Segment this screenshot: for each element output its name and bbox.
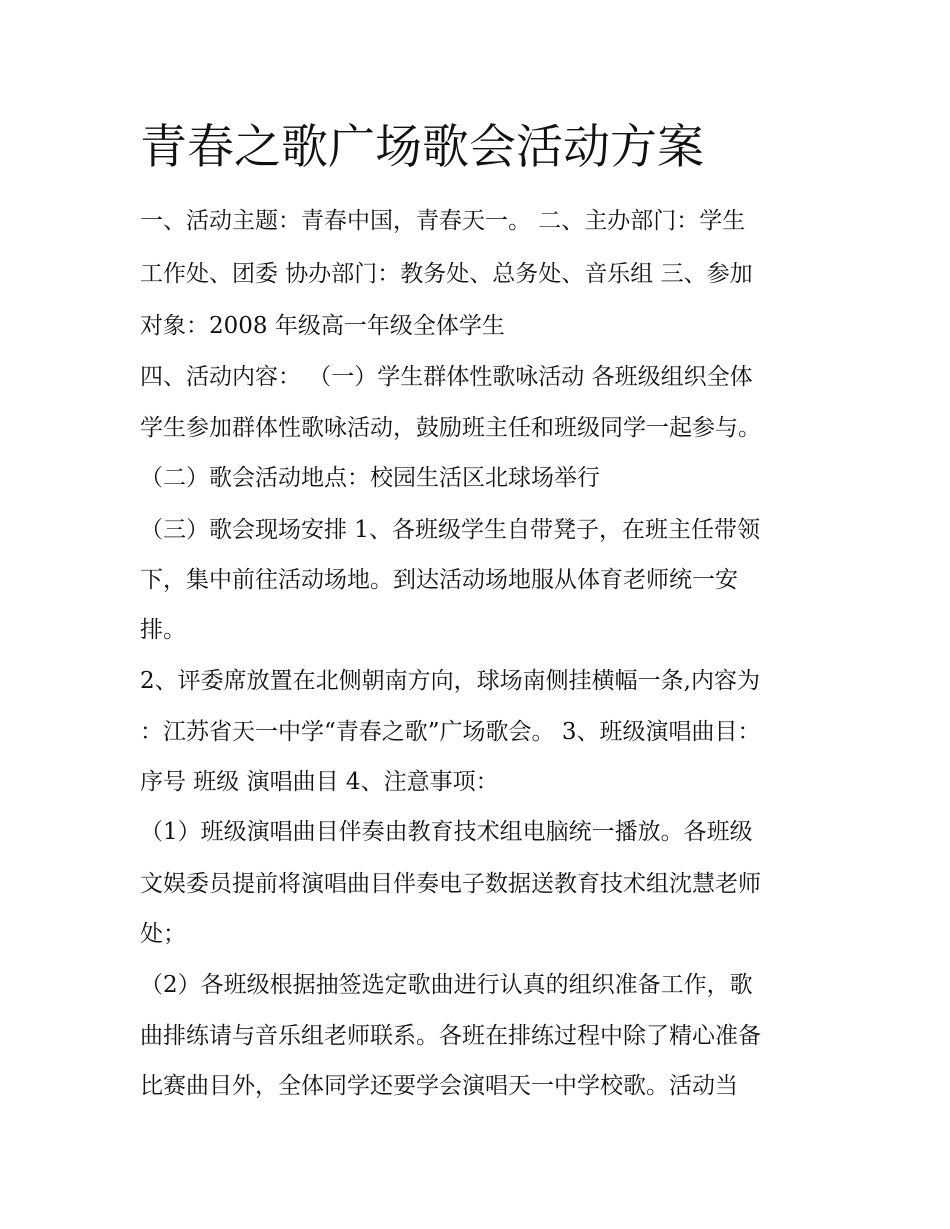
body-line: 文娱委员提前将演唱曲目伴奏电子数据送教育技术组沈慧老师	[140, 871, 761, 897]
body-line: 序号 班级 演唱曲目 4、注意事项：	[140, 769, 499, 795]
document-title: 青春之歌广场歌会活动方案	[140, 120, 704, 175]
body-line: 下，集中前往活动场地。到达活动场地服从体育老师统一安	[140, 567, 738, 593]
body-line: 2、评委席放置在北侧朝南方向，球场南侧挂横幅一条,内容为	[140, 668, 760, 694]
body-line: 一、活动主题：青春中国，青春天一。 二、主办部门：学生	[140, 208, 746, 234]
body-line: （1）班级演唱曲目伴奏由教育技术组电脑统一播放。各班级	[140, 819, 753, 845]
body-line: ：江苏省天一中学“青春之歌”广场歌会。 3、班级演唱曲目：	[140, 719, 761, 745]
body-line: 四、活动内容： （一）学生群体性歌咏活动 各班级组织全体	[140, 364, 753, 390]
body-line: （二）歌会活动地点：校园生活区北球场举行	[140, 465, 600, 491]
body-line: 排。	[140, 617, 186, 643]
body-line: 处；	[140, 921, 186, 947]
body-line: 学生参加群体性歌咏活动，鼓励班主任和班级同学一起参与。	[140, 415, 761, 441]
body-line: 对象：2008 年级高一年级全体学生	[140, 313, 505, 339]
body-line: （2）各班级根据抽签选定歌曲进行认真的组织准备工作，歌	[140, 972, 753, 998]
body-line: （三）歌会现场安排 1、各班级学生自带凳子，在班主任带领	[140, 517, 760, 543]
body-line: 曲排练请与音乐组老师联系。各班在排练过程中除了精心准备	[140, 1023, 761, 1049]
body-line: 比赛曲目外，全体同学还要学会演唱天一中学校歌。活动当	[140, 1073, 738, 1099]
body-line: 工作处、团委 协办部门：教务处、总务处、音乐组 三、参加	[140, 261, 753, 287]
